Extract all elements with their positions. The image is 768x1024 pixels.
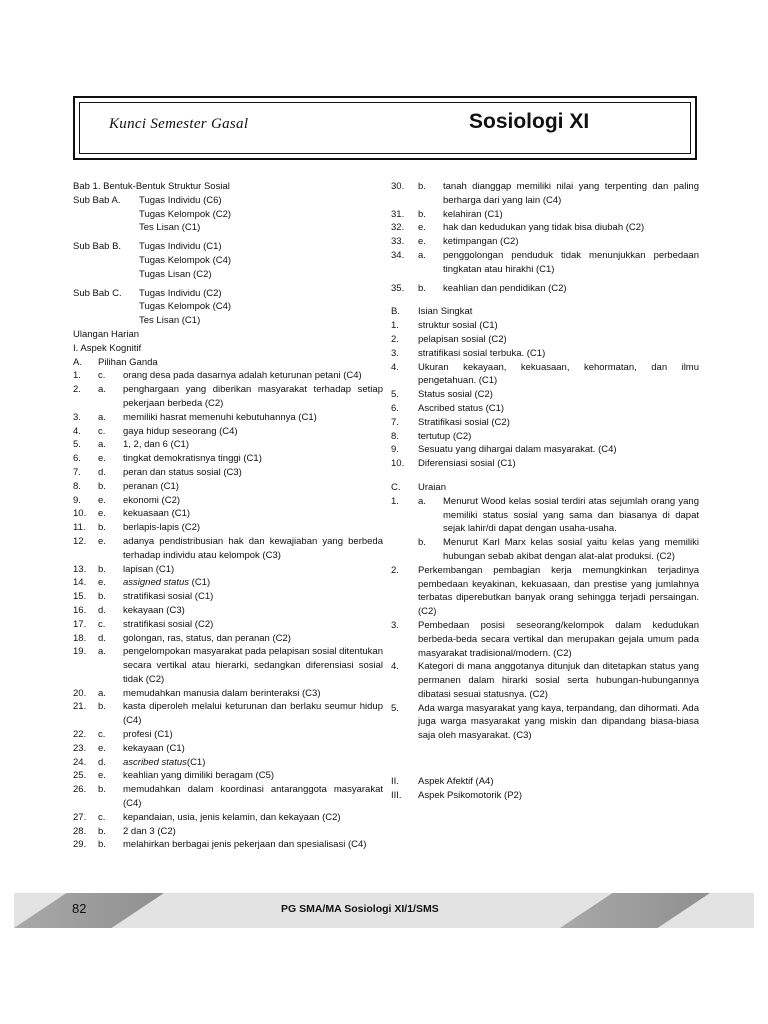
item-number: 9. [73, 494, 81, 506]
item-text: peran dan status sosial (C3) [123, 466, 242, 478]
item-letter: b. [418, 181, 426, 192]
subbab-item: Tugas Kelompok (C2) [139, 208, 232, 220]
item-number: 34. [391, 249, 405, 261]
item-number: 3. [73, 411, 81, 423]
answer-item [391, 619, 699, 660]
item-letter: a. [98, 646, 106, 658]
answer-item [73, 369, 383, 383]
item-number: 1. [73, 370, 81, 382]
subbab-key: Sub Bab B. [73, 241, 122, 253]
answer-item [391, 249, 699, 277]
item-text: 2 dan 3 (C2) [123, 825, 176, 837]
item-number: 9. [391, 444, 399, 456]
ulangan-harian-heading: Ulangan Harian [73, 328, 140, 340]
answer-item [73, 494, 383, 508]
item-text: berlapis-lapis (C2) [123, 522, 201, 534]
subbab-item: Tugas Kelompok (C4) [139, 254, 232, 266]
answer-item [73, 425, 383, 439]
item-text: profesi (C1) [123, 729, 173, 741]
item-number: 31. [391, 208, 405, 220]
italic-term: assigned status [123, 577, 190, 589]
item-letter: b. [98, 591, 106, 603]
subbab-item: Tugas Lisan (C2) [139, 268, 212, 280]
answer-item [391, 402, 699, 416]
item-text: Ascribed status (C1) [418, 402, 505, 414]
item-number: 5. [73, 439, 81, 451]
footer-title: PG SMA/MA Sosiologi XI/1/SMS [281, 903, 439, 915]
item-letter: c. [98, 370, 106, 382]
item-text: Perkembangan pembagian kerja memungkinkan terjadinya pembedaan keyakinan, kekuasaan, dan prestise yang jumlahnya terbatas diperebutkan banyak orang sehingga terjadi persaingan. (C2) [418, 564, 699, 618]
item-text: kekayaan (C3) [123, 604, 185, 616]
item-letter: b. [98, 784, 106, 796]
item-letter: b. [418, 208, 426, 220]
item-text: Diferensiasi sosial (C1) [418, 458, 516, 470]
item-number: 1. [391, 320, 399, 332]
answer-item [73, 480, 383, 494]
item-number: 2. [391, 564, 399, 576]
item-text-rest: (C1) [186, 756, 206, 768]
item-letter: b. [98, 480, 106, 492]
item-letter: a. [98, 439, 106, 451]
answer-item [73, 742, 383, 756]
answer-item [73, 563, 383, 577]
subbab-item: Tugas Individu (C6) [139, 194, 222, 206]
item-letter: e. [98, 494, 106, 506]
item-text: hak dan kedudukan yang tidak bisa diubah (C2) [443, 222, 645, 234]
answer-item [391, 457, 699, 471]
item-number: 19. [73, 646, 87, 658]
item-text: Pembedaan posisi seseorang/kelompok dalam kedudukan berbeda-beda secara vertikal dan merupakan gejala umum pada masyarakat tradisional/modern. (C2) [418, 619, 699, 659]
item-text: penghargaan yang diberikan masyarakat terhadap setiap pekerjaan berbeda (C2) [123, 384, 383, 409]
header-left-title: Kunci Semester Gasal [109, 116, 249, 132]
answer-item [391, 235, 699, 249]
item-number: 10. [73, 508, 87, 520]
answer-item [391, 702, 699, 743]
item-text: kekayaan (C1) [123, 742, 185, 754]
footer-decoration-left [14, 893, 164, 928]
item-text: Ukuran kekayaan, kekuasaan, kehormatan, dan ilmu pengetahuan. (C1) [418, 361, 699, 387]
item-number: 8. [391, 430, 399, 442]
item-letter: a. [98, 384, 106, 396]
answer-item [391, 319, 699, 333]
page-number: 82 [72, 901, 87, 916]
item-text: ketimpangan (C2) [443, 236, 519, 248]
subbab-item: Tes Lisan (C1) [139, 315, 201, 327]
item-text: keahlian dan pendidikan (C2) [443, 282, 567, 294]
section-a-heading [73, 356, 383, 370]
item-number [391, 536, 418, 564]
answer-item [73, 645, 383, 686]
subbab-c [73, 287, 383, 301]
answer-item [73, 466, 383, 480]
multiple-choice-list-continued [391, 180, 699, 295]
section-number: C. [391, 481, 401, 493]
section-number: II. [391, 776, 399, 788]
item-number: 12. [73, 535, 87, 547]
aspek-kognitif-heading: I. Aspek Kognitif [73, 342, 142, 354]
item-letter: e. [98, 770, 106, 782]
answer-item [391, 180, 699, 208]
item-number: 33. [391, 236, 405, 248]
answer-item [73, 756, 383, 770]
section-title: Aspek Psikomotorik (P2) [418, 789, 523, 801]
uraian-list [391, 564, 699, 743]
item-text: Status sosial (C2) [418, 389, 493, 401]
answer-item [73, 507, 383, 521]
item-text: kasta diperoleh melalui keturunan dan berlaku seumur hidup (C4) [123, 701, 383, 727]
item-letter: a. [418, 495, 426, 507]
answer-item [73, 783, 383, 811]
item-number: 16. [73, 604, 87, 616]
item-text: ekonomi (C2) [123, 494, 181, 506]
answer-item [73, 687, 383, 701]
section-title: Pilihan Ganda [98, 356, 158, 368]
item-letter: b. [98, 522, 106, 534]
item-letter: d. [98, 756, 106, 768]
subbab-item: Tugas Individu (C2) [139, 287, 222, 299]
item-letter: e. [418, 236, 426, 248]
item-letter: e. [98, 453, 106, 465]
item-text: Ada warga masyarakat yang kaya, terpandang, dan dihormati. Ada juga warga masyarakat yang miskin dan dipandang biasa-biasa saja oleh masyarakat. (C3) [418, 702, 699, 742]
item-number: 35. [391, 282, 405, 294]
item-number: 22. [73, 729, 87, 741]
item-number: 5. [391, 389, 399, 401]
header-box [73, 96, 697, 160]
item-text: orang desa pada dasarnya adalah keturunan petani (C4) [123, 370, 362, 382]
answer-item [391, 282, 699, 296]
section-number: B. [391, 306, 400, 318]
item-text: kelahiran (C1) [443, 208, 503, 220]
item-number: 2. [73, 384, 81, 396]
answer-item [391, 347, 699, 361]
item-number: 4. [391, 361, 399, 373]
item-text: peranan (C1) [123, 480, 179, 492]
item-number: 4. [73, 425, 81, 437]
answer-item [73, 438, 383, 452]
item-text: stratifikasi sosial (C1) [123, 591, 214, 603]
item-number: 24. [73, 756, 87, 768]
item-text: stratifikasi sosial terbuka. (C1) [418, 347, 546, 359]
item-letter: a. [98, 411, 106, 423]
item-text: pelapisan sosial (C2) [418, 333, 507, 345]
item-number: 20. [73, 687, 87, 699]
answer-item [391, 443, 699, 457]
item-letter: c. [98, 425, 106, 437]
item-number: 4. [391, 661, 399, 673]
item-number: 28. [73, 825, 87, 837]
item-number: 17. [73, 618, 87, 630]
item-number: 3. [391, 347, 399, 359]
item-number: 13. [73, 563, 87, 575]
item-text-rest: (C1) [189, 577, 211, 589]
item-text: keahlian yang dimiliki beragam (C5) [123, 770, 275, 782]
item-letter: b. [98, 563, 106, 575]
answer-item [391, 430, 699, 444]
section-b-heading [391, 305, 699, 319]
item-text [123, 756, 383, 770]
answer-item [73, 535, 383, 563]
answer-item [73, 521, 383, 535]
multiple-choice-list [73, 369, 383, 852]
item-letter: b. [98, 825, 106, 837]
answer-item [73, 590, 383, 604]
item-text: memudahkan dalam koordinasi antaranggota masyarakat (C4) [123, 784, 383, 810]
answer-item [73, 411, 383, 425]
item-text: adanya pendistribusian hak dan kewajiaban yang berbeda terhadap individu atau kelompok (C3) [123, 535, 383, 561]
section-number: III. [391, 789, 402, 801]
item-text: 1, 2, dan 6 (C1) [123, 439, 190, 451]
item-letter: e. [98, 577, 106, 589]
answer-item [73, 825, 383, 839]
item-letter: d. [98, 604, 106, 616]
item-number: 30. [391, 181, 405, 192]
item-letter: b. [418, 537, 426, 549]
chapter-title: Bab 1. Bentuk-Bentuk Struktur Sosial [73, 181, 230, 192]
item-number: 2. [391, 333, 399, 345]
item-text: lapisan (C1) [123, 563, 175, 575]
answer-item [391, 564, 699, 619]
item-letter: b. [98, 839, 106, 851]
answer-item [73, 576, 383, 590]
item-number: 8. [73, 480, 81, 492]
italic-term: ascribed status [123, 756, 187, 768]
section-title: Isian Singkat [418, 306, 473, 318]
item-number: 18. [73, 632, 87, 644]
item-letter: d. [98, 466, 106, 478]
item-number: 21. [73, 701, 87, 713]
aspek-psikomotorik-heading [391, 789, 699, 803]
right-column [391, 180, 699, 803]
answer-item [73, 811, 383, 825]
item-text: kekuasaan (C1) [123, 508, 191, 520]
item-letter: a. [418, 249, 426, 261]
item-letter: e. [98, 535, 106, 547]
item-text: Kategori di mana anggotanya ditunjuk dan ditetapkan status yang permanen dalam hirarki sosial serta hubungan-hubungannya dibatasi sesuai statusnya. (C2) [418, 661, 699, 700]
item-number: 7. [73, 466, 81, 478]
item-text: tertutup (C2) [418, 430, 472, 442]
item-text: Menurut Karl Marx kelas sosial yaitu kelas yang memiliki hubungan sebab akibat dengan alat-alat produksi. (C2) [443, 537, 699, 562]
item-number: 5. [391, 702, 399, 714]
item-text: penggolongan penduduk tidak menunjukkan perbedaan tingkatan atau hirakhi (C1) [443, 249, 699, 275]
answer-item [73, 838, 383, 852]
subbab-b [73, 240, 383, 254]
item-number: 32. [391, 222, 405, 234]
section-title: Aspek Afektif (A4) [418, 776, 494, 788]
item-text: pengelompokan masyarakat pada pelapisan sosial ditentukan secara vertikal atau hierarki, sedangkan diferensiasi sosial tidak (C2) [123, 646, 383, 685]
item-letter: b. [98, 701, 106, 713]
item-letter: c. [98, 618, 106, 630]
answer-item [73, 700, 383, 728]
answer-item [73, 769, 383, 783]
item-letter: d. [98, 632, 106, 644]
section-number: A. [73, 356, 82, 368]
item-text: gaya hidup seseorang (C4) [123, 425, 238, 437]
item-text: Stratifikasi sosial (C2) [418, 416, 510, 428]
answer-item [73, 618, 383, 632]
header-right-title: Sosiologi XI [469, 110, 590, 133]
item-text: Sesuatu yang dihargai dalam masyarakat. (C4) [418, 444, 617, 456]
item-letter: e. [98, 508, 106, 520]
page-footer [14, 893, 754, 928]
answer-item [391, 361, 699, 389]
item-text: stratifikasi sosial (C2) [123, 618, 214, 630]
answer-item [73, 452, 383, 466]
answer-item [391, 416, 699, 430]
item-letter: c. [98, 811, 106, 823]
item-text: struktur sosial (C1) [418, 320, 498, 332]
subbab-a [73, 194, 383, 208]
item-text: golongan, ras, status, dan peranan (C2) [123, 632, 291, 644]
answer-item [391, 333, 699, 347]
answer-item [73, 632, 383, 646]
item-number: 23. [73, 742, 87, 754]
footer-decoration-right [560, 893, 710, 928]
answer-item [391, 388, 699, 402]
left-column [73, 180, 383, 852]
item-number: 15. [73, 591, 87, 603]
item-number: 29. [73, 839, 87, 851]
answer-item [73, 728, 383, 742]
item-number: 3. [391, 619, 399, 631]
section-title: Uraian [418, 481, 446, 493]
item-letter: b. [418, 282, 426, 294]
answer-item [391, 221, 699, 235]
item-letter: e. [98, 742, 106, 754]
answer-item [391, 208, 699, 222]
answer-item [73, 383, 383, 411]
item-text [123, 576, 383, 590]
item-text: melahirkan berbagai jenis pekerjaan dan spesialisasi (C4) [123, 839, 367, 851]
item-text: tanah dianggap memiliki nilai yang terpenting dan paling berharga dari yang lain (C4) [443, 181, 699, 206]
item-letter: c. [98, 729, 106, 741]
item-number: 6. [391, 402, 399, 414]
item-text: kepandaian, usia, jenis kelamin, dan kekayaan (C2) [123, 811, 341, 823]
item-number: 27. [73, 811, 87, 823]
subbab-item: Tes Lisan (C1) [139, 222, 201, 234]
item-number: 25. [73, 770, 87, 782]
isian-singkat-list [391, 319, 699, 471]
item-letter: e. [418, 222, 426, 234]
subbab-item: Tugas Kelompok (C4) [139, 301, 232, 313]
item-number: 7. [391, 416, 399, 428]
answer-item [391, 660, 699, 701]
answer-item [73, 604, 383, 618]
item-letter: a. [98, 687, 106, 699]
uraian-item [391, 495, 699, 536]
item-text: memiliki hasrat memenuhi kebutuhannya (C1) [123, 411, 317, 423]
subbab-key: Sub Bab A. [73, 194, 121, 206]
subbab-key: Sub Bab C. [73, 287, 122, 299]
item-number: 26. [73, 784, 87, 796]
subbab-item: Tugas Individu (C1) [139, 241, 222, 253]
item-text: Menurut Wood kelas sosial terdiri atas sejumlah orang yang memiliki status sosial yang sama dan biasanya di dapat sejak lahir/di dapat dengan usaha-usaha. [443, 495, 699, 535]
section-c-heading [391, 481, 699, 495]
item-text: memudahkan manusia dalam berinteraksi (C3) [123, 687, 321, 699]
uraian-item [391, 536, 699, 564]
item-text: tingkat demokratisnya tinggi (C1) [123, 453, 262, 465]
item-number: 11. [73, 522, 86, 534]
item-number: 6. [73, 453, 81, 465]
item-number: 14. [73, 577, 87, 589]
item-number: 10. [391, 458, 405, 470]
aspek-afektif-heading [391, 775, 699, 789]
item-number: 1. [391, 495, 399, 507]
